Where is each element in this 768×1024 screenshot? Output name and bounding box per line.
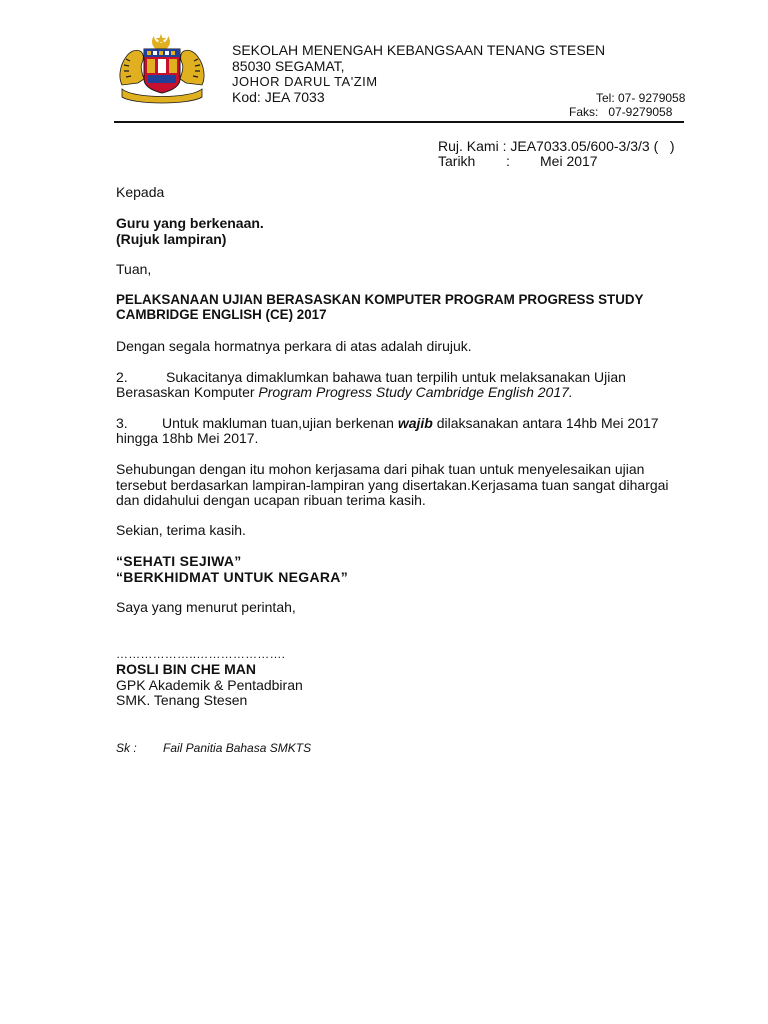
subject-line-1: PELAKSANAAN UJIAN BERASASKAN KOMPUTER PROGRAM PROGRESS STUDY bbox=[116, 292, 644, 307]
telephone: Tel: 07- 9279058 bbox=[596, 91, 686, 105]
emphasis-wajib: wajib bbox=[397, 415, 433, 431]
signature-line: ………………..…………………. bbox=[116, 647, 286, 661]
date-value: Mei 2017 bbox=[540, 153, 598, 169]
cc-value: Fail Panitia Bahasa SMKTS bbox=[163, 741, 312, 755]
paragraph-2-line-2 bbox=[116, 384, 573, 400]
coat-of-arms-logo bbox=[114, 33, 210, 105]
paragraph-3-text: Untuk makluman tuan,ujian berkenan bbox=[162, 415, 398, 431]
date-colon: : bbox=[506, 153, 510, 169]
paragraph-4-line-1: Sehubungan dengan itu mohon kerjasama dari pihak tuan untuk menyelesaikan ujian bbox=[116, 461, 645, 477]
motto-2: “BERKHIDMAT UNTUK NEGARA” bbox=[116, 569, 349, 585]
signature-intro: Saya yang menurut perintah, bbox=[116, 599, 296, 615]
school-name: SEKOLAH MENENGAH KEBANGSAAN TENANG STESEN bbox=[232, 42, 606, 58]
right-tiger-icon bbox=[180, 50, 204, 85]
paragraph-4-line-3: dan didahului dengan ucapan ribuan terima kasih. bbox=[116, 492, 426, 508]
reference-number: Ruj. Kami : JEA7033.05/600-3/3/3 ( ) bbox=[438, 138, 675, 154]
letterhead-divider bbox=[114, 121, 684, 123]
paragraph-3-text-after: dilaksanakan antara 14hb Mei 2017 bbox=[432, 415, 659, 431]
paragraph-2-line-1: Sukacitanya dimaklumkan bahawa tuan terpilih untuk melaksanakan Ujian bbox=[166, 369, 626, 385]
paragraph-4-line-2: tersebut berdasarkan lampiran-lampiran yang disertakan.Kerjasama tuan sangat dihargai bbox=[116, 477, 669, 493]
cc-label: Sk : bbox=[116, 741, 137, 755]
closing: Sekian, terima kasih. bbox=[116, 522, 246, 538]
signatory-school: SMK. Tenang Stesen bbox=[116, 692, 248, 708]
signatory-name: ROSLI BIN CHE MAN bbox=[116, 661, 256, 677]
left-tiger-icon bbox=[120, 50, 144, 85]
program-name: Program Progress Study Cambridge English 2017. bbox=[258, 384, 573, 400]
address-line-1: 85030 SEGAMAT, bbox=[232, 58, 345, 74]
date-label: Tarikh bbox=[438, 153, 476, 169]
salutation: Tuan, bbox=[116, 261, 152, 277]
address-line-2: JOHOR DARUL TA'ZIM bbox=[232, 74, 378, 89]
paragraph-3-line-2: hingga 18hb Mei 2017. bbox=[116, 430, 259, 446]
recipient-heading: Kepada bbox=[116, 184, 165, 200]
paragraph-1: Dengan segala hormatnya perkara di atas adalah dirujuk. bbox=[116, 338, 472, 354]
signatory-title: GPK Akademik & Pentadbiran bbox=[116, 677, 303, 693]
recipient-line-1: Guru yang berkenaan. bbox=[116, 215, 264, 231]
subject-line-2: CAMBRIDGE ENGLISH (CE) 2017 bbox=[116, 307, 327, 322]
paragraph-3-line-1 bbox=[162, 415, 659, 431]
fax: Faks: 07-9279058 bbox=[569, 105, 673, 119]
motto-1: “SEHATI SEJIWA” bbox=[116, 553, 242, 569]
recipient-line-2: (Rujuk lampiran) bbox=[116, 231, 227, 247]
paragraph-3-number: 3. bbox=[116, 415, 128, 431]
paragraph-2-number: 2. bbox=[116, 369, 128, 385]
school-code: Kod: JEA 7033 bbox=[232, 89, 325, 105]
paragraph-2-text: Berasaskan Komputer bbox=[116, 384, 259, 400]
